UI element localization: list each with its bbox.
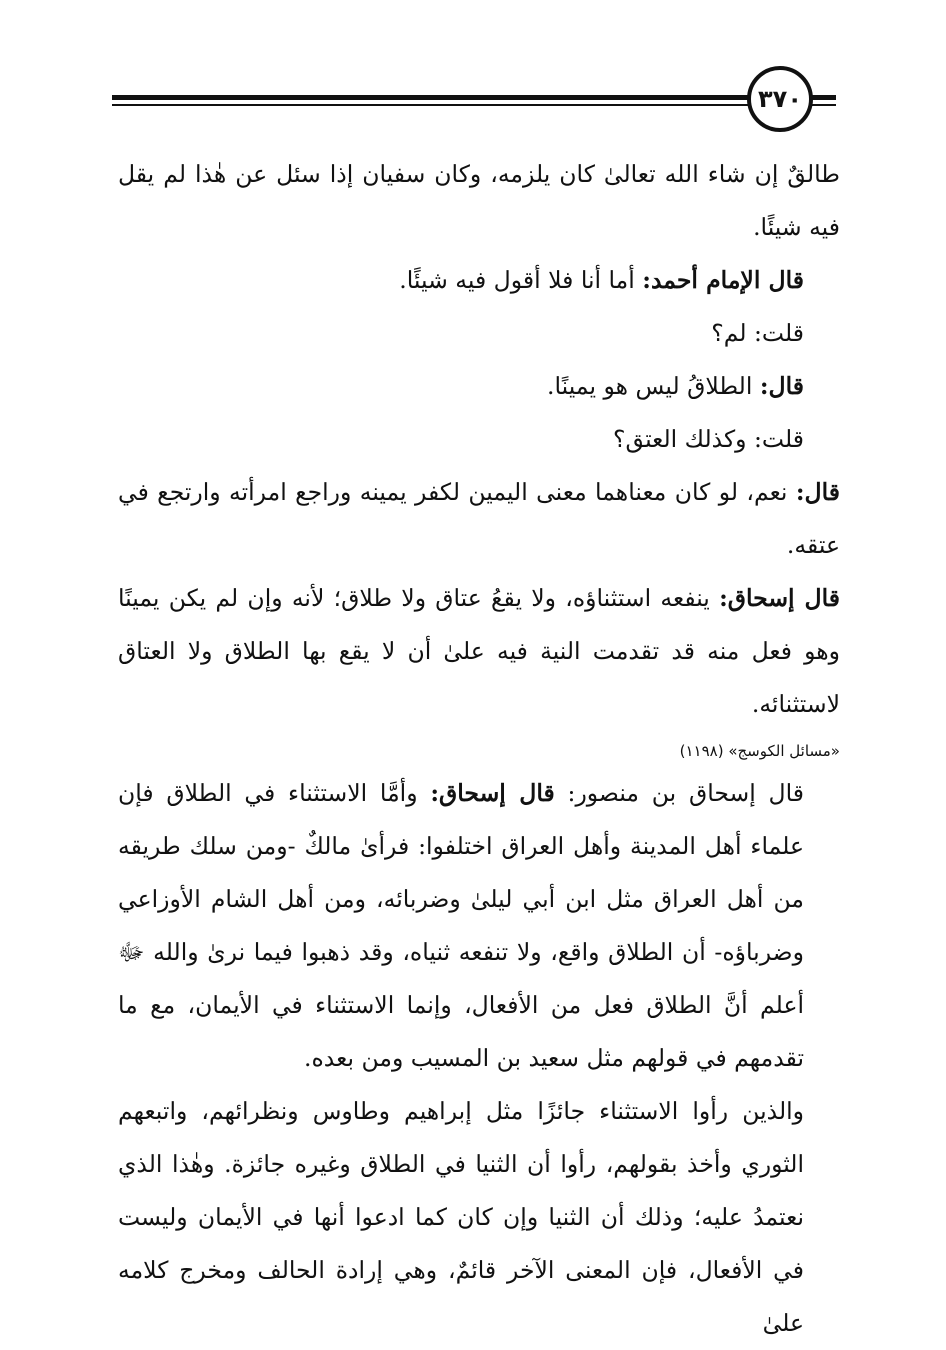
speaker-label: قال إسحاق:: [430, 779, 555, 807]
speaker-label: قال إسحاق:: [719, 584, 840, 612]
page-number: [747, 66, 813, 132]
speaker-label: قال:: [759, 372, 804, 400]
paragraph-imam-ahmad: [118, 254, 840, 307]
header-rule-thin: [112, 104, 836, 106]
paragraph-text: والذين رأوا الاستثناء جائزًا مثل إبراهيم وطاوس ونظرائهم، واتبعهم الثوري وأخذ بقولهم، رأوا أن الثنيا في الطلاق وغيره جائزة. وهٰذا الذي نعتمدُ عليه؛ وذلك أن الثنيا وإن كان كما ادعوا أنها في الأيمان وليست في الأفعال، فإن المعنى الآخر قائمٌ، وهي إرادة الحالف ومخرج كلامه علىٰ: [118, 1097, 804, 1337]
paragraph-answer: [118, 360, 840, 413]
speaker-label: قال الإمام أحمد:: [642, 266, 804, 294]
paragraph-text: قلت: وكذلك العتق؟: [613, 425, 804, 453]
paragraph-ishaq-mansur: [118, 767, 840, 1085]
paragraph-continuation: [118, 148, 840, 254]
paragraph-text: نعم، لو كان معناهما معنى اليمين لكفر يمينه وراجع امرأته وارتجع في عتقه.: [118, 478, 840, 559]
paragraph-text: وأمَّا الاستثناء في الطلاق فإن علماء أهل المدينة وأهل العراق اختلفوا: فرأىٰ مالكٌ -ومن سلك طريقه من أهل العراق مثل ابن أبي ليلىٰ وضربائه، ومن أهل الشام الأوزاعي وضرباؤه- أن الطلاق واقع، ولا تنفعه ثنياه، وقد ذهبوا فيما نرىٰ والله ﷻ أعلم أنَّ الطلاق فعل من الأفعال، وإنما الاستثناء في الأيمان، مع ما تقدمهم في قولهم مثل سعيد بن المسيب ومن بعده.: [118, 779, 804, 1072]
paragraph-text: أما أنا فلا أقول فيه شيئًا.: [399, 266, 643, 294]
paragraph-ishaq: [118, 572, 840, 731]
paragraph-text: ينفعه استثناؤه، ولا يقعُ عتاق ولا طلاق؛ لأنه وإن لم يكن يمينًا وهو فعل منه قد تقدمت النية فيه علىٰ أن لا يقع بها الطلاق ولا العتاق لاستثنائه.: [118, 584, 840, 718]
paragraph-text: قلت: لم؟: [711, 319, 804, 347]
paragraph-answer: [118, 466, 840, 572]
paragraph-text: الطلاقُ ليس هو يمينًا.: [547, 372, 760, 400]
paragraph-text: طالقٌ إن شاء الله تعالىٰ كان يلزمه، وكان سفيان إذا سئل عن هٰذا لم يقل فيه: [118, 160, 840, 241]
paragraph-continuation-2: [118, 1085, 840, 1350]
header-rule-thick: [112, 95, 836, 100]
text-section-top: [118, 148, 840, 1350]
speaker-label: قال:: [795, 478, 840, 506]
page-number-text: ٣٧٠: [758, 85, 802, 113]
paragraph-question: [118, 413, 840, 466]
paragraph-text: شيئًا.: [753, 213, 802, 241]
paragraph-question: [118, 307, 840, 360]
source-citation: «مسائل الكوسج» (١١٩٨): [679, 742, 840, 760]
paragraph-text: قال إسحاق بن منصور:: [554, 779, 805, 807]
